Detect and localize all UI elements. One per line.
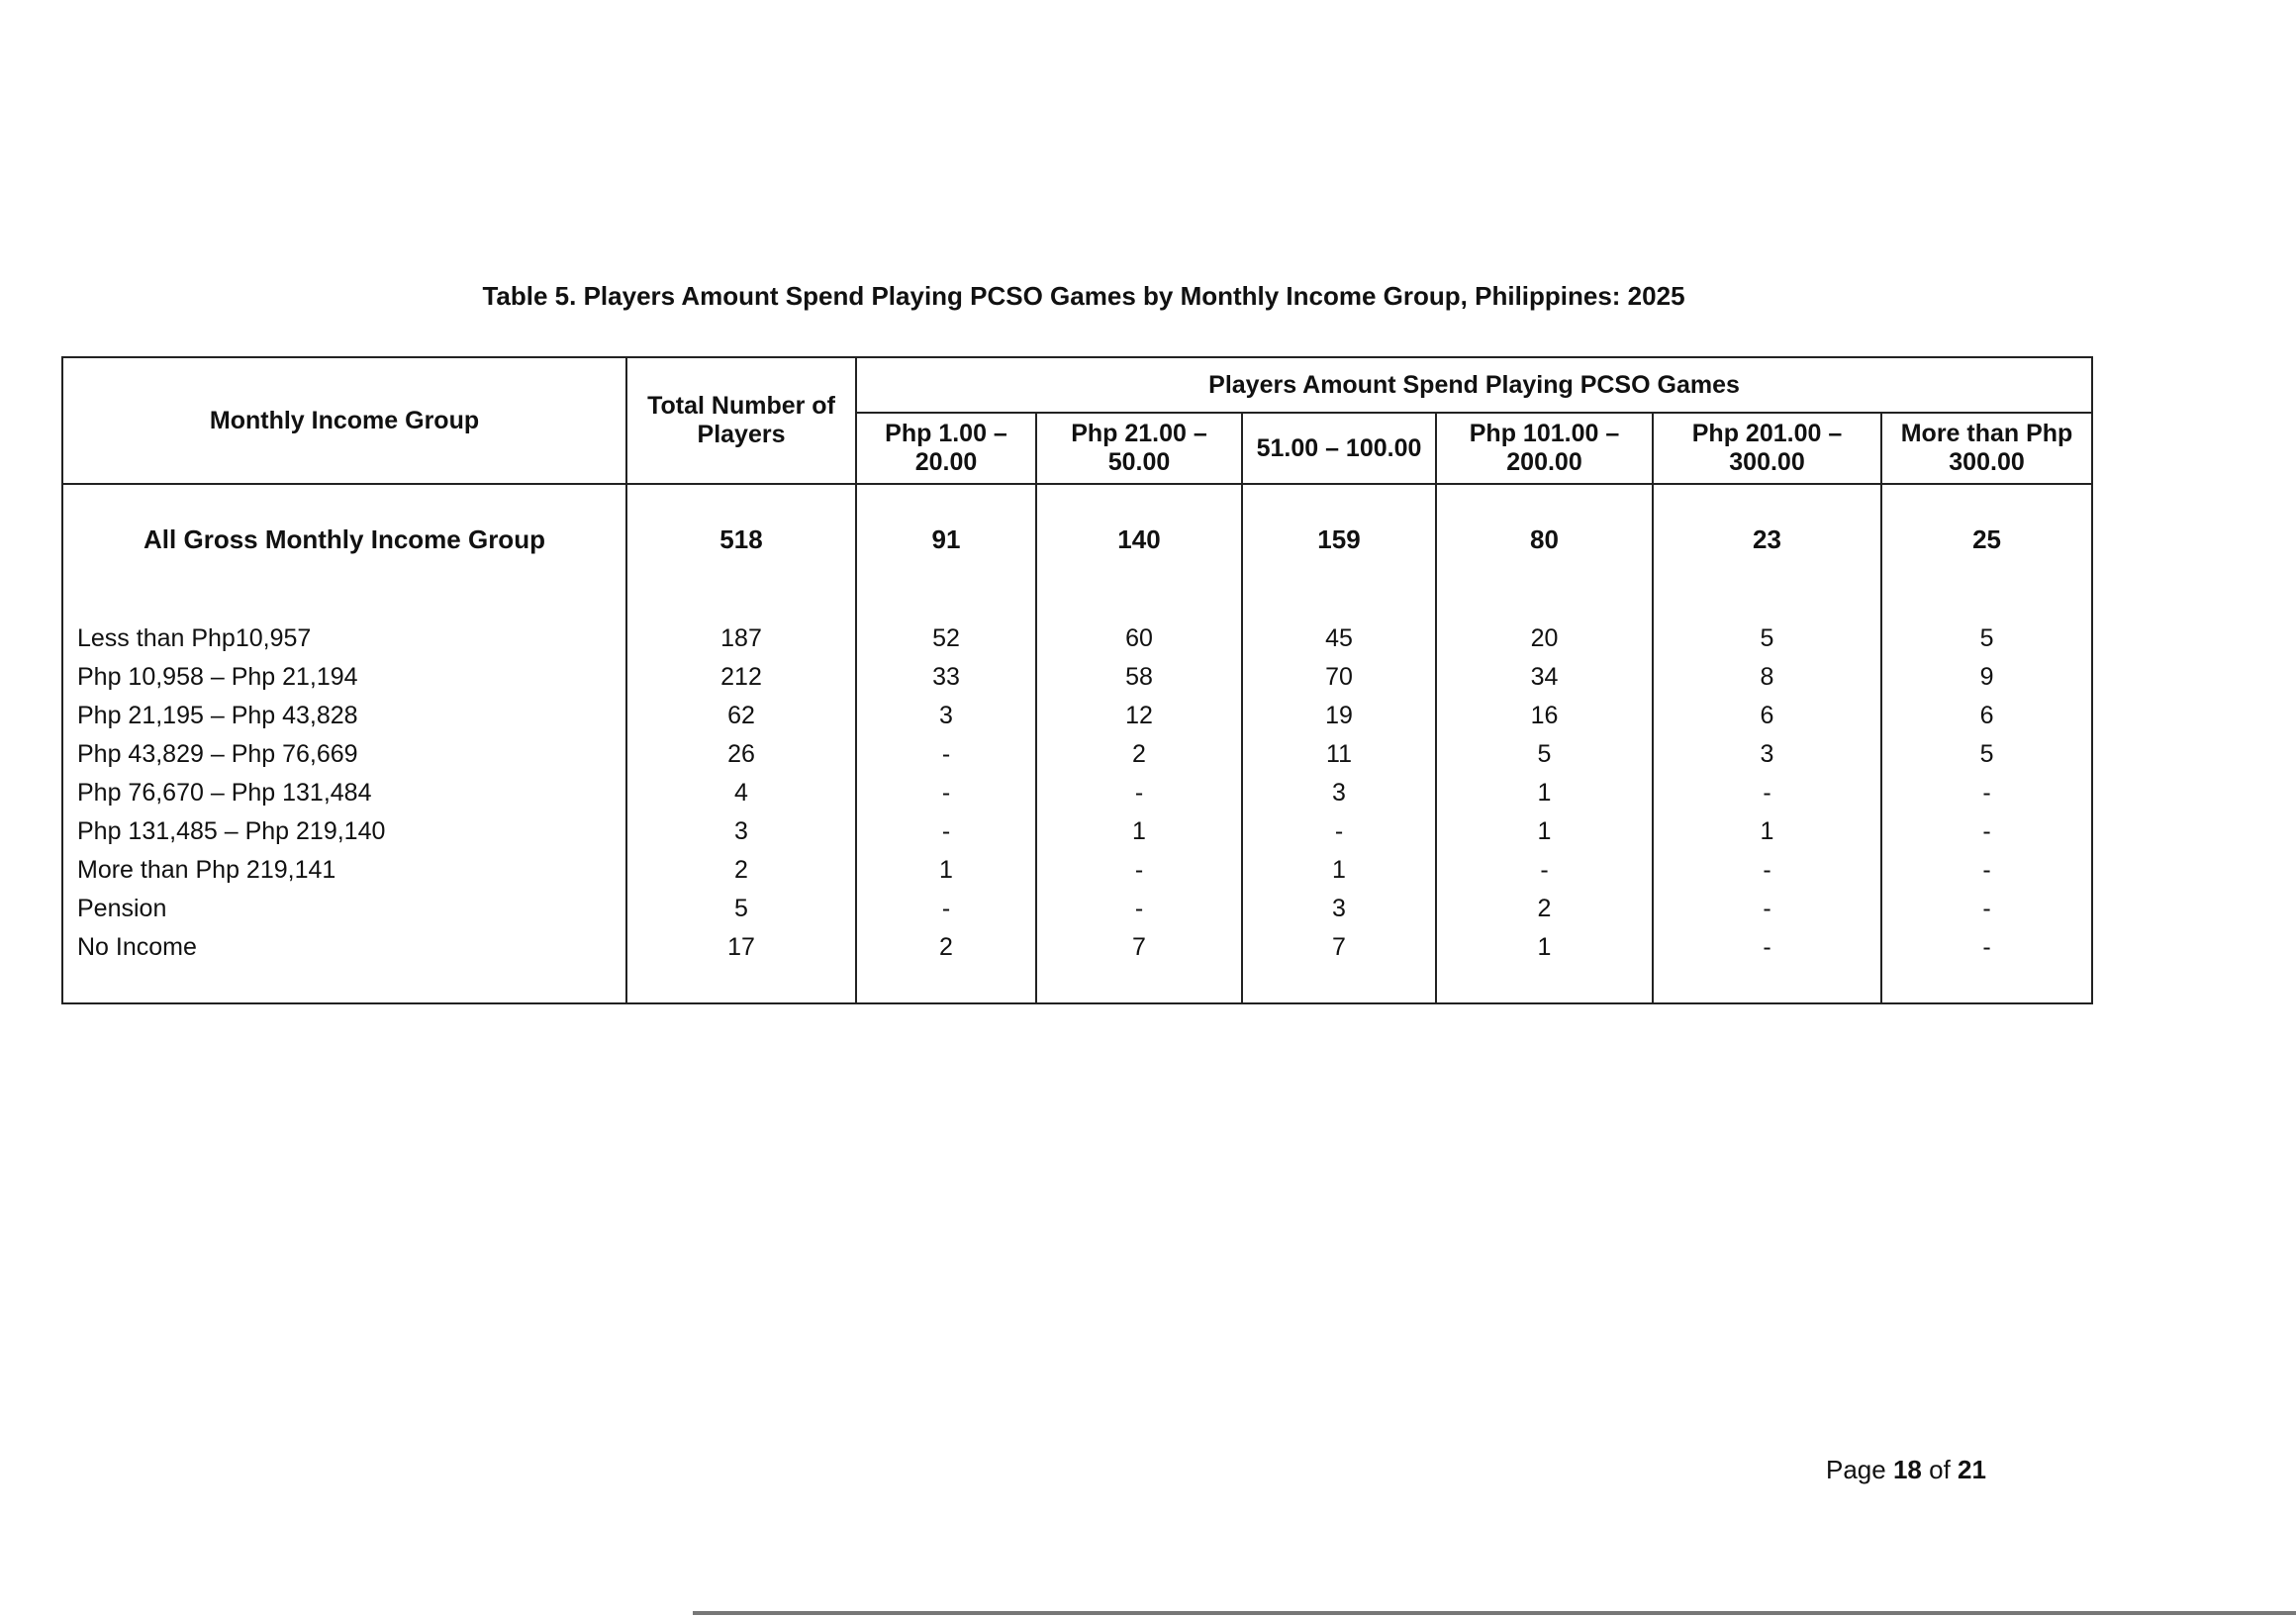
table-cell: 91 bbox=[856, 484, 1036, 594]
scan-edge-line bbox=[693, 1611, 2296, 1615]
table-cell: 16 bbox=[1436, 697, 1653, 735]
table-row bbox=[62, 594, 2092, 658]
income-group-label: Less than Php10,957 bbox=[62, 594, 626, 658]
table-cell: - bbox=[856, 812, 1036, 851]
table-cell: 4 bbox=[626, 774, 856, 812]
table-row bbox=[62, 658, 2092, 697]
table-cell: - bbox=[1036, 774, 1242, 812]
table-cell: 3 bbox=[1242, 774, 1436, 812]
table-cell: - bbox=[856, 890, 1036, 928]
table-cell: - bbox=[1036, 890, 1242, 928]
table-cell: 5 bbox=[1653, 594, 1881, 658]
table-row bbox=[62, 812, 2092, 851]
table-cell: - bbox=[856, 774, 1036, 812]
table-cell: - bbox=[1881, 928, 2092, 1003]
table-cell: 1 bbox=[1653, 812, 1881, 851]
total-pages: 21 bbox=[1958, 1455, 1986, 1484]
header-total-players: Total Number of Players bbox=[626, 357, 856, 484]
table-row bbox=[62, 851, 2092, 890]
table-cell: 25 bbox=[1881, 484, 2092, 594]
page-prefix: Page bbox=[1826, 1455, 1886, 1484]
table-cell: 2 bbox=[1436, 890, 1653, 928]
income-group-label: Php 10,958 – Php 21,194 bbox=[62, 658, 626, 697]
header-spend-range: Php 21.00 – 50.00 bbox=[1036, 413, 1242, 484]
table-cell: 1 bbox=[1036, 812, 1242, 851]
income-group-label: Pension bbox=[62, 890, 626, 928]
header-spend-range: More than Php 300.00 bbox=[1881, 413, 2092, 484]
table-cell: 58 bbox=[1036, 658, 1242, 697]
table-cell: 70 bbox=[1242, 658, 1436, 697]
table-cell: - bbox=[1242, 812, 1436, 851]
table-cell: - bbox=[1653, 928, 1881, 1003]
income-group-label: Php 76,670 – Php 131,484 bbox=[62, 774, 626, 812]
table-cell: 7 bbox=[1242, 928, 1436, 1003]
header-income-group: Monthly Income Group bbox=[62, 357, 626, 484]
table-cell: 12 bbox=[1036, 697, 1242, 735]
table-title: Table 5. Players Amount Spend Playing PCSO Games by Monthly Income Group, Philippines: 2025 bbox=[482, 281, 1685, 311]
table-cell: - bbox=[1653, 774, 1881, 812]
table-cell: - bbox=[1653, 851, 1881, 890]
table-cell: - bbox=[1436, 851, 1653, 890]
table-cell: 11 bbox=[1242, 735, 1436, 774]
income-group-label: Php 43,829 – Php 76,669 bbox=[62, 735, 626, 774]
table-cell: 1 bbox=[856, 851, 1036, 890]
table-row bbox=[62, 697, 2092, 735]
header-spend-range: 51.00 – 100.00 bbox=[1242, 413, 1436, 484]
header-spend-group: Players Amount Spend Playing PCSO Games bbox=[856, 357, 2092, 413]
table-cell: 5 bbox=[1436, 735, 1653, 774]
table-row bbox=[62, 774, 2092, 812]
table-row bbox=[62, 735, 2092, 774]
table-cell: 45 bbox=[1242, 594, 1436, 658]
income-group-label: No Income bbox=[62, 928, 626, 1003]
table-cell: 1 bbox=[1436, 812, 1653, 851]
table-cell: 34 bbox=[1436, 658, 1653, 697]
table-cell: - bbox=[1881, 851, 2092, 890]
table-cell: 1 bbox=[1436, 774, 1653, 812]
table-cell: 19 bbox=[1242, 697, 1436, 735]
table-cell: 2 bbox=[1036, 735, 1242, 774]
table-cell: 2 bbox=[856, 928, 1036, 1003]
table-cell: 9 bbox=[1881, 658, 2092, 697]
header-spend-range: Php 1.00 – 20.00 bbox=[856, 413, 1036, 484]
table-row bbox=[62, 928, 2092, 1003]
table-cell: 5 bbox=[1881, 735, 2092, 774]
table-cell: 33 bbox=[856, 658, 1036, 697]
income-group-label: Php 21,195 – Php 43,828 bbox=[62, 697, 626, 735]
table-cell: 2 bbox=[626, 851, 856, 890]
page-number bbox=[1826, 1455, 1986, 1485]
income-group-label: More than Php 219,141 bbox=[62, 851, 626, 890]
table-cell: 26 bbox=[626, 735, 856, 774]
table-cell: 7 bbox=[1036, 928, 1242, 1003]
table-cell: - bbox=[1653, 890, 1881, 928]
table-cell: 62 bbox=[626, 697, 856, 735]
table-cell: - bbox=[1881, 890, 2092, 928]
table-cell: 5 bbox=[1881, 594, 2092, 658]
table-cell: - bbox=[1881, 774, 2092, 812]
table-cell: 52 bbox=[856, 594, 1036, 658]
income-group-label: Php 131,485 – Php 219,140 bbox=[62, 812, 626, 851]
table-cell: - bbox=[1036, 851, 1242, 890]
income-group-label: All Gross Monthly Income Group bbox=[62, 484, 626, 594]
table-cell: 518 bbox=[626, 484, 856, 594]
table-cell: 6 bbox=[1653, 697, 1881, 735]
table-cell: 20 bbox=[1436, 594, 1653, 658]
table-cell: 1 bbox=[1436, 928, 1653, 1003]
table-cell: 80 bbox=[1436, 484, 1653, 594]
table-cell: 3 bbox=[1242, 890, 1436, 928]
table-cell: 3 bbox=[626, 812, 856, 851]
table-cell: 1 bbox=[1242, 851, 1436, 890]
table-cell: 3 bbox=[856, 697, 1036, 735]
table-cell: 60 bbox=[1036, 594, 1242, 658]
table-row bbox=[62, 890, 2092, 928]
table-row bbox=[62, 484, 2092, 594]
table-cell: 8 bbox=[1653, 658, 1881, 697]
header-spend-range: Php 101.00 – 200.00 bbox=[1436, 413, 1653, 484]
table-cell: 140 bbox=[1036, 484, 1242, 594]
table-cell: 187 bbox=[626, 594, 856, 658]
table-cell: - bbox=[856, 735, 1036, 774]
current-page: 18 bbox=[1892, 1455, 1922, 1484]
table-cell: - bbox=[1881, 812, 2092, 851]
table-cell: 159 bbox=[1242, 484, 1436, 594]
table-cell: 5 bbox=[626, 890, 856, 928]
table-cell: 212 bbox=[626, 658, 856, 697]
table-cell: 6 bbox=[1881, 697, 2092, 735]
table-cell: 3 bbox=[1653, 735, 1881, 774]
table-cell: 23 bbox=[1653, 484, 1881, 594]
income-spend-table bbox=[61, 356, 2093, 1004]
header-spend-range: Php 201.00 – 300.00 bbox=[1653, 413, 1881, 484]
table-cell: 17 bbox=[626, 928, 856, 1003]
page-of: of bbox=[1929, 1455, 1951, 1484]
